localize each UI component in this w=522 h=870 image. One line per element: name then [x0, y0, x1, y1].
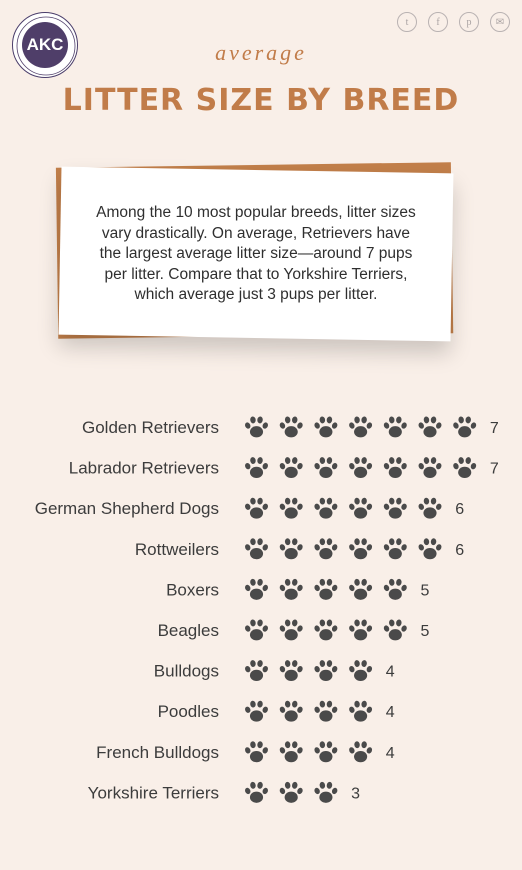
chart-row	[82, 416, 499, 437]
paw-icon	[348, 619, 373, 640]
paw-icon	[244, 538, 269, 559]
paw-icon	[348, 497, 373, 518]
paw-icon	[452, 416, 477, 437]
paw-icon	[279, 660, 304, 681]
paw-icon	[383, 579, 408, 600]
paw-icon	[313, 497, 338, 518]
chart-row	[35, 497, 464, 518]
chart-row	[158, 619, 430, 640]
paw-icon	[452, 457, 477, 478]
facebook-icon[interactable]: f	[428, 12, 448, 32]
value-label: 4	[385, 704, 395, 722]
category-label: Poodles	[157, 702, 219, 722]
paw-icon	[244, 700, 269, 721]
paw-icon	[313, 457, 338, 478]
paw-icon	[418, 416, 443, 437]
paw-icon	[244, 579, 269, 600]
paw-icon	[279, 457, 304, 478]
paw-icon	[383, 416, 408, 437]
paw-icon	[244, 660, 269, 681]
value-label: 7	[489, 420, 499, 437]
pinterest-icon[interactable]: p	[459, 12, 479, 32]
paw-icon	[279, 741, 304, 762]
paw-icon	[418, 538, 443, 559]
paw-icon	[348, 660, 373, 681]
paw-icon	[313, 660, 338, 681]
value-label: 6	[455, 541, 465, 559]
category-label: German Shepherd Dogs	[34, 499, 219, 519]
page-kicker: average	[215, 40, 307, 65]
value-label: 3	[351, 785, 361, 803]
category-label: French Bulldogs	[96, 742, 219, 762]
value-label: 6	[455, 501, 465, 519]
chart-row	[154, 660, 395, 681]
paw-icon	[313, 579, 338, 600]
value-label: 5	[420, 582, 430, 600]
category-label: Rottweilers	[134, 539, 219, 559]
paw-icon	[383, 457, 408, 478]
chart-row	[158, 700, 395, 721]
paw-icon	[244, 741, 269, 762]
paw-icon	[313, 619, 338, 640]
chart-row	[135, 538, 464, 559]
category-label: Yorkshire Terriers	[87, 783, 219, 803]
chart-row	[96, 741, 395, 762]
category-label: Golden Retrievers	[81, 418, 219, 437]
paw-icon	[244, 619, 269, 640]
value-label: 4	[385, 663, 395, 681]
chart-row	[69, 457, 499, 478]
paw-icon	[279, 619, 304, 640]
paw-icon	[418, 497, 443, 518]
chart-row	[166, 579, 429, 600]
paw-icon	[348, 741, 373, 762]
category-label: Beagles	[157, 621, 219, 640]
paw-icon	[348, 700, 373, 721]
paw-icon	[279, 538, 304, 559]
paw-icon	[418, 457, 443, 478]
paw-icon	[279, 416, 304, 437]
paw-icon	[279, 497, 304, 518]
paw-icon	[383, 538, 408, 559]
value-label: 4	[385, 744, 395, 762]
paw-icon	[348, 538, 373, 559]
value-label: 5	[420, 623, 430, 640]
paw-icon	[383, 497, 408, 518]
email-icon[interactable]: ✉	[490, 12, 510, 32]
paw-icon	[348, 579, 373, 600]
paw-icon	[279, 579, 304, 600]
paw-icon	[348, 416, 373, 437]
paw-icon	[244, 497, 269, 518]
paw-icon	[313, 782, 338, 803]
paw-icon	[313, 700, 338, 721]
chart-row	[88, 782, 360, 803]
paw-icon	[244, 457, 269, 478]
paw-icon	[383, 619, 408, 640]
paw-icon	[313, 538, 338, 559]
paw-icon	[313, 416, 338, 437]
category-label: Bulldogs	[153, 661, 219, 681]
intro-text: Among the 10 most popular breeds, litter sizes vary drastically. On average, Retrievers have the largest average litter size—around 7 pups per litter. Compare that to Yorkshire Terriers, which average just 3 pups per litter.	[96, 203, 416, 303]
paw-icon	[348, 457, 373, 478]
paw-icon	[279, 782, 304, 803]
page-title: LITTER SIZE BY BREED	[62, 83, 460, 118]
value-label: 7	[489, 460, 499, 478]
category-label: Boxers	[166, 580, 219, 600]
paw-icon	[244, 782, 269, 803]
twitter-icon[interactable]: t	[397, 12, 417, 32]
paw-icon	[313, 741, 338, 762]
logo-mark: AKC	[22, 22, 68, 68]
paw-icon	[244, 416, 269, 437]
paw-icon	[279, 700, 304, 721]
category-label: Labrador Retrievers	[68, 458, 219, 478]
